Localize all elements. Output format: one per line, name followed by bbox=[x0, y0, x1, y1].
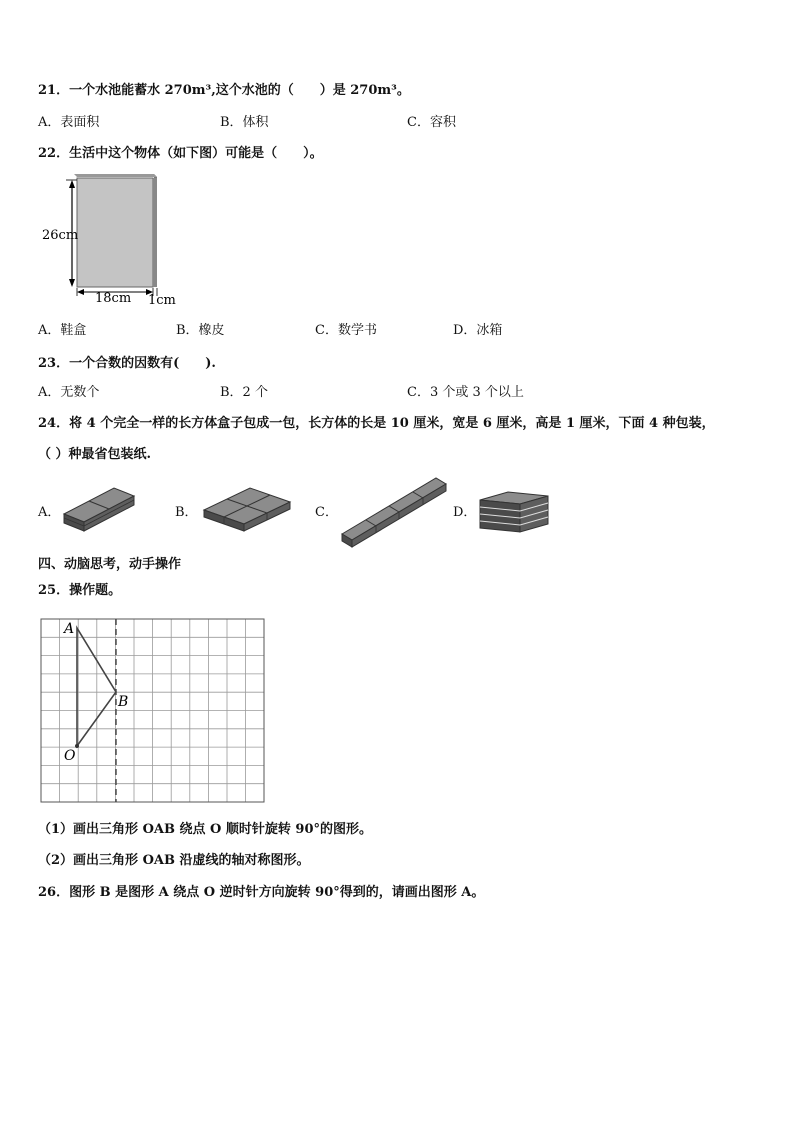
q25-sub-2: （2）画出三角形 OAB 沿虚线的轴对称图形。 bbox=[38, 853, 310, 868]
height-label: 26cm bbox=[42, 228, 79, 243]
depth-label: 1cm bbox=[148, 293, 176, 308]
q23-stem: 23．一个合数的因数有( ). bbox=[38, 356, 216, 371]
point-b-label: B bbox=[118, 694, 129, 710]
q23-option-b: B．2 个 bbox=[220, 385, 268, 400]
q23-option-a: A．无数个 bbox=[38, 385, 100, 400]
point-o-label: O bbox=[64, 748, 76, 764]
q21-option-b: B．体积 bbox=[220, 115, 269, 130]
q22-option-d: D．冰箱 bbox=[453, 323, 503, 338]
q21-option-a: A．表面积 bbox=[38, 115, 100, 130]
point-a-label: A bbox=[64, 621, 75, 637]
package-a-figure bbox=[62, 486, 137, 532]
section-4-title: 四、动脑思考，动手操作 bbox=[38, 557, 182, 572]
q21-option-c: C．容积 bbox=[407, 115, 456, 130]
package-c-figure bbox=[340, 476, 450, 548]
q24-stem-line1: 24．将 4 个完全一样的长方体盒子包成一包，长方体的长是 10 厘米，宽是 6 厘米，高是 1 厘米，下面 4 种包装， bbox=[38, 416, 715, 431]
q21-stem: 21．一个水池能蓄水 270m³,这个水池的（ ）是 270m³。 bbox=[38, 83, 410, 98]
q25-stem: 25．操作题。 bbox=[38, 583, 122, 598]
q24-stem-line2: （ ）种最省包装纸. bbox=[38, 447, 152, 462]
package-b-figure bbox=[202, 486, 294, 532]
package-d-figure bbox=[478, 490, 552, 534]
grid-figure bbox=[40, 618, 266, 804]
grid-lines bbox=[41, 619, 264, 802]
q24-option-a-label: A． bbox=[38, 505, 61, 520]
q22-option-b: B．橡皮 bbox=[176, 323, 225, 338]
q22-option-c: C．数学书 bbox=[315, 323, 377, 338]
book-figure bbox=[40, 174, 190, 309]
q25-sub-1: （1）画出三角形 OAB 绕点 O 顺时针旋转 90°的图形。 bbox=[38, 822, 372, 837]
q24-option-d-label: D． bbox=[453, 505, 477, 520]
q22-option-a: A．鞋盒 bbox=[38, 323, 87, 338]
q23-option-c: C．3 个或 3 个以上 bbox=[407, 385, 524, 400]
q22-stem: 22．生活中这个物体（如下图）可能是（ ）。 bbox=[38, 146, 323, 161]
q24-option-b-label: B． bbox=[175, 505, 198, 520]
q26-stem: 26．图形 B 是图形 A 绕点 O 逆时针方向旋转 90°得到的，请画出图形 A。 bbox=[38, 885, 485, 900]
width-label: 18cm bbox=[95, 291, 132, 306]
q24-option-c-label: C． bbox=[315, 505, 338, 520]
